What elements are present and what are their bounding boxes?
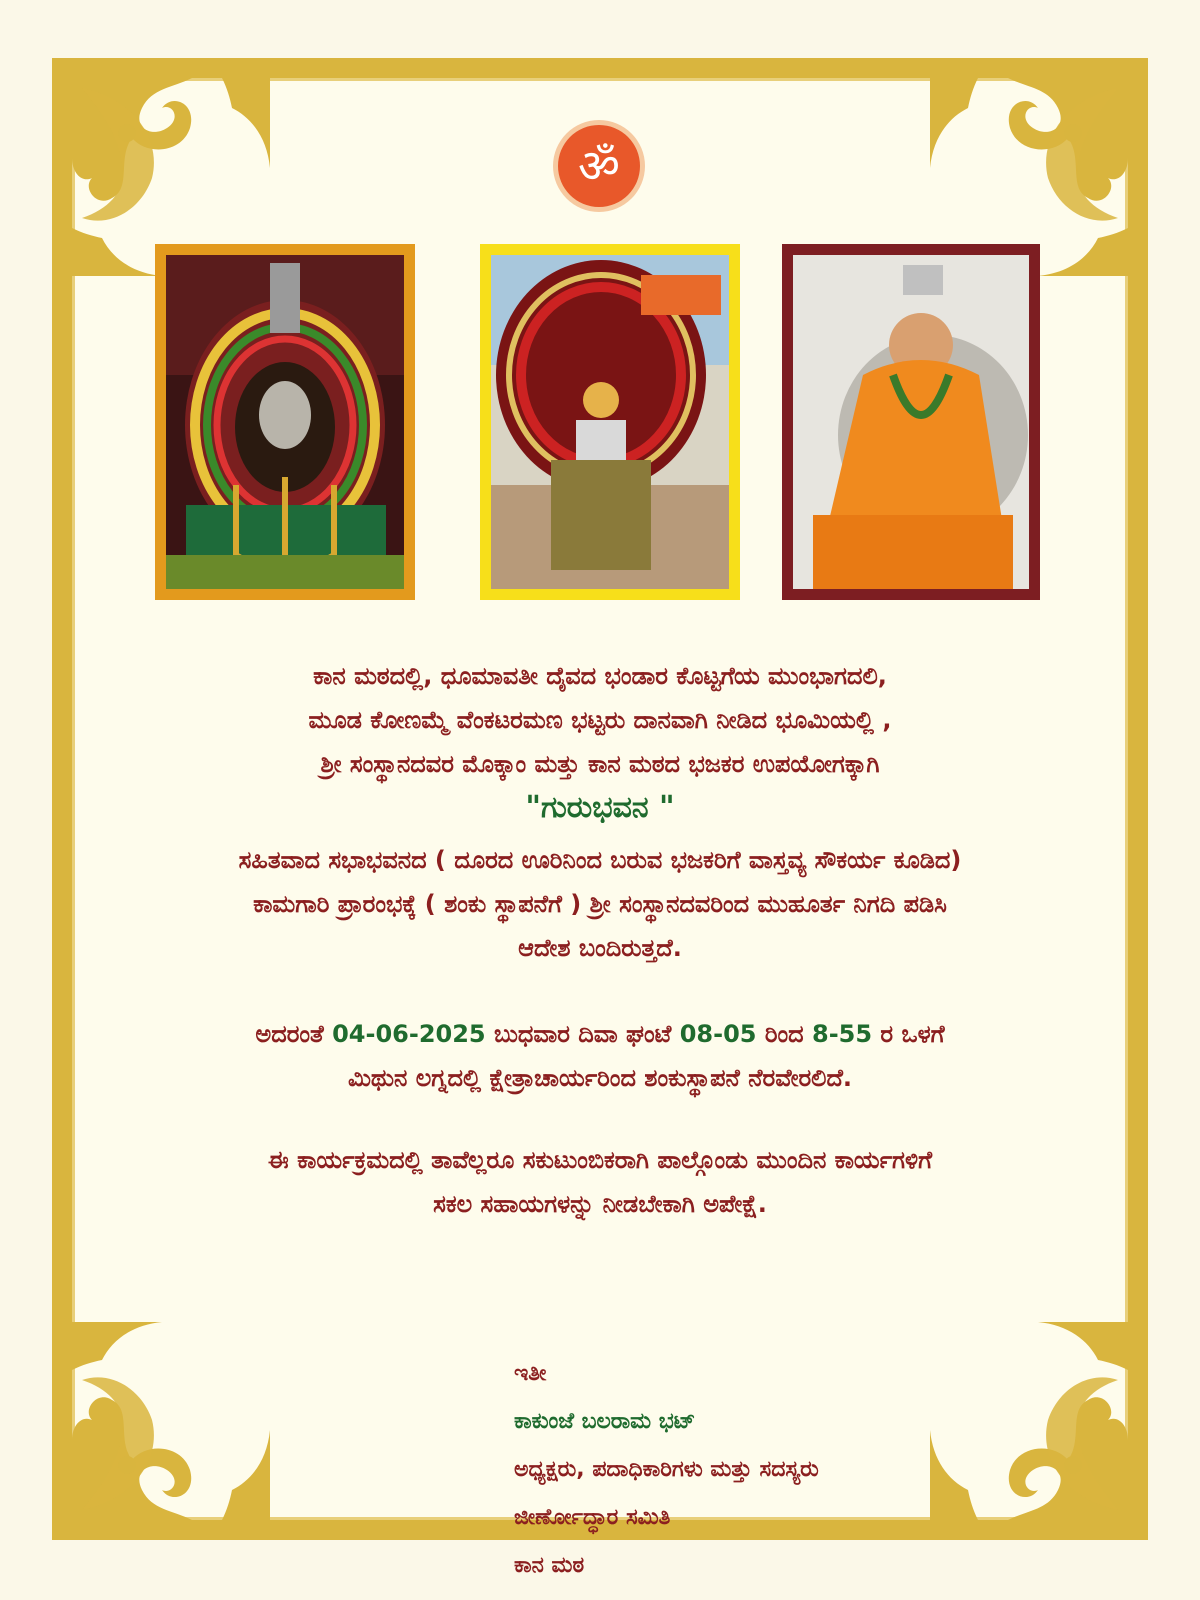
muhurta-text-c: ರಿಂದ xyxy=(756,1020,813,1048)
signature-committee: ಜೀರ್ಣೋದ್ಧಾರ ಸಮಿತಿ xyxy=(514,1505,671,1530)
swamiji-photo xyxy=(782,244,1040,600)
request-line-2: ಸಕಲ ಸಹಾಯಗಳನ್ನು ನೀಡಬೇಕಾಗಿ ಅಪೇಕ್ಷೆ. xyxy=(433,1190,767,1218)
request-line-1: ಈ ಕಾರ್ಯಕ್ರಮದಲ್ಲಿ ತಾವೆಲ್ಲರೂ ಸಕುಟುಂಬಿಕರಾಗಿ ಪಾಲ್ಗೊಂಡು ಮುಂದಿನ ಕಾರ್ಯಗಳಿಗೆ xyxy=(267,1146,933,1174)
hall-line-1: ಸಹಿತವಾದ ಸಭಾಭವನದ ( ದೂರದ ಊರಿನಿಂದ ಬರುವ ಭಜಕರಿಗೆ ವಾಸ್ತವ್ಯ ಸೌಕರ್ಯ ಕೂಡಿದ) xyxy=(238,846,962,874)
muhurta-line-1 xyxy=(120,1012,1080,1056)
muhurta-text-b: ಬುಧವಾರ ದಿವಾ ಘಂಟೆ xyxy=(485,1020,680,1048)
paragraph-hall xyxy=(120,838,1080,970)
om-icon xyxy=(551,118,647,214)
signature-name: ಕಾಕುಂಜೆ ಬಲರಾಮ ಭಟ್ xyxy=(514,1409,696,1434)
signature-role: ಅಧ್ಯಕ್ಷರು, ಪದಾಧಿಕಾರಿಗಳು ಮತ್ತು ಸದಸ್ಯರು xyxy=(514,1457,819,1482)
om-symbol: ॐ xyxy=(578,139,620,193)
signature-block xyxy=(514,1350,994,1590)
intro-line-2: ಮೂಡ ಕೋಣಮ್ಮೆ ವೆಂಕಟರಮಣ ಭಟ್ಟರು ದಾನವಾಗಿ ನೀಡಿದ ಭೂಮಿಯಲ್ಲಿ , xyxy=(308,706,892,734)
time-from: 08-05 xyxy=(679,1020,757,1048)
muhurta-text-d: ರ ಒಳಗೆ xyxy=(872,1020,945,1048)
paragraph-muhurta xyxy=(120,1012,1080,1100)
signature-iti: ಇತೀ xyxy=(514,1361,547,1386)
theyyam-photo xyxy=(480,244,740,600)
hall-line-3: ಆದೇಶ ಬಂದಿರುತ್ತದೆ. xyxy=(518,934,682,962)
gurubhavana-title: "ಗುರುಭವನ " xyxy=(525,790,675,825)
intro-line-3: ಶ್ರೀ ಸಂಸ್ಥಾನದವರ ಮೊಕ್ಕಾಂ ಮತ್ತು ಕಾನ ಮಠದ ಭಜಕರ ಉಪಯೋಗಕ್ಕಾಗಿ xyxy=(320,750,880,778)
muhurta-line-2: ಮಿಥುನ ಲಗ್ನದಲ್ಲಿ ಕ್ಷೇತ್ರಾಚಾರ್ಯರಿಂದ ಶಂಕುಸ್ಥಾಪನೆ ನೆರವೇರಲಿದೆ. xyxy=(347,1064,853,1092)
muhurta-text-a: ಅದರಂತೆ xyxy=(255,1020,333,1048)
hall-line-2: ಕಾಮಗಾರಿ ಪ್ರಾರಂಭಕ್ಕೆ ( ಶಂಕು ಸ್ಥಾಪನೆಗೆ ) ಶ್ರೀ ಸಂಸ್ಥಾನದವರಿಂದ ಮುಹೂರ್ತ ನಿಗದಿ ಪಡಿಸಿ xyxy=(253,890,947,918)
time-to: 8-55 xyxy=(812,1020,873,1048)
deity-photo xyxy=(155,244,415,600)
signature-place: ಕಾನ ಮಠ xyxy=(514,1553,585,1578)
intro-line-1: ಕಾನ ಮಠದಲ್ಲಿ, ಧೂಮಾವತೀ ದೈವದ ಭಂಡಾರ ಕೊಟ್ಟಗೆಯ ಮುಂಭಾಗದಲಿ, xyxy=(313,662,887,690)
corner-ornament-bottom-left xyxy=(72,1320,272,1520)
paragraph-intro xyxy=(120,654,1080,786)
event-date: 04-06-2025 xyxy=(332,1020,486,1048)
paragraph-request xyxy=(120,1138,1080,1226)
